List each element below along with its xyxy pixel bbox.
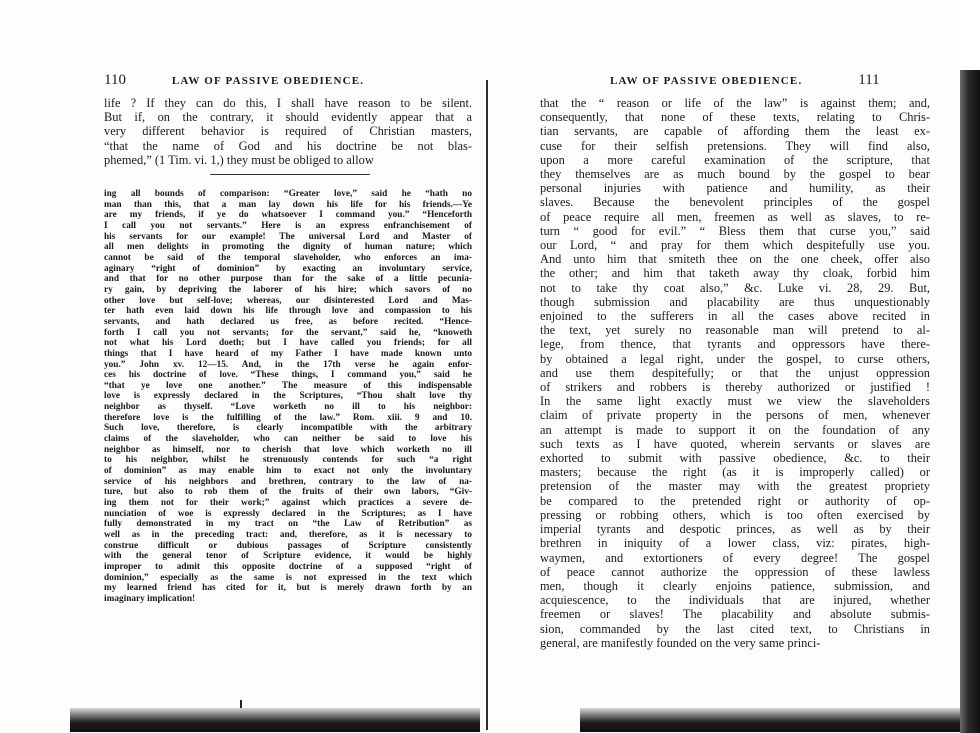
footnote-line: dominion,” especially as the same is not expressed in the text which — [104, 572, 472, 583]
footnote-line: nunciation of woe is expressly declared in the Scriptures; as I have — [104, 508, 472, 519]
right-page-number: 111 — [858, 72, 880, 88]
body-line: pressing or robbing others, which is too often exercised by — [540, 507, 930, 522]
body-line: In the same light exactly must we view the slaveholders — [540, 394, 930, 409]
gutter-line — [486, 80, 488, 730]
footnote-line: cannot be said of the temporal slaveholder, who enforces an ima- — [104, 252, 472, 263]
left-page-header — [104, 72, 364, 89]
footnote-line: imaginary implication! — [104, 593, 196, 604]
footnote-line: my learned friend has cited for it, but is merely drawn forth by an — [104, 583, 472, 594]
footnote-line: therefore love is the fulfilling of the law.” Rom. xiii. 9 and 10. — [104, 412, 472, 423]
body-line: masters; because the right (as it is improperly called) or — [540, 465, 930, 480]
right-body-text — [540, 96, 930, 650]
body-line: the text, yet surely no reasonable man will pretend to al- — [540, 323, 930, 338]
body-line: life ? If they can do this, I shall have reason to be silent. — [104, 96, 472, 110]
body-line: brethren in iniquity of a lower class, viz: pirates, high- — [540, 536, 930, 551]
body-line: imperial tyrants and despotic princes, as well as by their — [540, 522, 930, 537]
body-line: very different behavior is required of Christian masters, — [104, 124, 472, 139]
body-line: the other; and him that taketh away thy cloak, forbid him — [540, 266, 930, 281]
footnote-line: with the general tenor of Scripture evidence, it would be highly — [104, 551, 472, 562]
body-line: by obtained a legal right, under the gospel, to curse others, — [540, 351, 930, 366]
right-page-bottom-edge — [580, 708, 960, 732]
footnote-rule — [210, 174, 370, 175]
body-line: freemen or slaves! The placability and absolute submis- — [540, 607, 930, 622]
body-line: exhorted to submit with passive obedience, &c. to their — [540, 451, 930, 466]
body-line: sion, commanded by the last cited text, to Christians in — [540, 621, 930, 636]
left-running-head: LAW OF PASSIVE OBEDIENCE. — [171, 75, 365, 87]
body-line: cuse for their selfish pretensions. They will find also, — [540, 138, 930, 153]
body-line: personal injuries with patience and humility, as their — [540, 181, 930, 196]
footnote-line: ter hath even laid down his life through love and compassion to his — [104, 306, 472, 317]
body-line: though submission and placability are thus unquestionably — [540, 294, 930, 309]
body-line: men, though it clearly enjoins patience, submission, and — [540, 578, 930, 593]
body-line: “that the name of God and his doctrine be not blas- — [104, 138, 472, 153]
body-line: not to take thy coat also,” &c. Luke vi. 28, 29. But, — [540, 280, 930, 295]
body-line: consequently, that none of these texts, relating to Chris- — [540, 110, 930, 125]
body-line: tian servants, are capable of affording them the least ex- — [540, 124, 930, 139]
footnote-line: ing them not for their work;” against which practices a severe de- — [104, 498, 472, 509]
left-page-number: 110 — [104, 72, 126, 88]
left-page-bottom-edge — [70, 708, 480, 732]
right-running-head: LAW OF PASSIVE OBEDIENCE. — [610, 75, 803, 87]
footnote-line: forth I call you not servants; for the servant,” said he, “knoweth — [104, 327, 472, 338]
footnote-line: not what his Lord doeth; but I have called you friends; for all — [104, 338, 472, 349]
footnote-line: well as in the preceding tract: and, therefore, as it is necessary to — [104, 530, 472, 540]
body-line: turn “ good for evil.” “ Bless them that curse you,” said — [540, 223, 930, 238]
footnote-line: Such love, therefore, is clearly incompatible with the arbitrary — [104, 423, 472, 434]
body-line: of strikers and robbers is thereby authorized or justified ! — [540, 380, 930, 395]
left-footnote — [104, 189, 472, 605]
body-line: slaves. Because the benevolent principles of the gospel — [540, 195, 930, 210]
footnote-line: neighbor as himself, nor to cherish that love which worketh no ill — [104, 444, 472, 455]
footnote-line: aginary “right of dominion” by exacting an involuntary service, — [104, 263, 472, 274]
left-body-text — [104, 96, 472, 167]
footnote-line: ture, but also to rob them of the fruits of their own labors, “Giv- — [104, 487, 472, 498]
footnote-line: you.” John xv. 12—15. And, in the 17th verse he again enfor- — [104, 359, 472, 370]
footnote-line: I call you not servants.” Here is an express enfranchisement of — [104, 220, 472, 231]
footnote-line: all men delights in promoting the dignity of human nature; which — [104, 242, 472, 253]
footnote-line: ing all bounds of comparison: “Greater love,” said he “hath no — [104, 189, 472, 199]
footnote-line: construe difficult or dubious passages of Scripture consistently — [104, 540, 472, 551]
footnote-line: to his neighbor, whilst he strenuously contends for such “a right — [104, 455, 472, 466]
footnote-line: service of his neighbors and brethren, contrary to the law of na- — [104, 476, 472, 487]
footnote-line: and that for no other purpose than for the sake of a little pecunia- — [104, 274, 472, 285]
body-line: they themselves are as much bound by the gospel to bear — [540, 167, 930, 182]
body-line: our Lord, “ and pray for them which despitefully use you. — [540, 238, 930, 253]
body-line: And unto him that smiteth thee on the one cheek, offer also — [540, 252, 930, 267]
body-line: waymen, and extortioners of every degree! The gospel — [540, 550, 930, 565]
body-line: general, are manifestly founded on the very same princi- — [540, 635, 821, 650]
footnote-line: other love but self-love; whereas, our disinterested Lord and Mas- — [104, 295, 472, 306]
footnote-line: ry gain, by depriving the laborer of his hire; which savors of no — [104, 284, 472, 295]
body-line: of peace cannot authorize the oppression of these lawless — [540, 564, 930, 579]
body-line: lege, from thence, that tyrants and oppressors have there- — [540, 337, 930, 352]
right-page-header — [610, 72, 880, 89]
body-line: an attempt is made to support it on the foundation of any — [540, 422, 930, 437]
footnote-line: of dominion” as may enable him to exact not only the involuntary — [104, 466, 472, 477]
footnote-line: servants, and hath declared us free, as before recited. “Hence- — [104, 316, 472, 327]
book-edge — [960, 70, 980, 733]
body-line: claim of private property in the persons of men, whenever — [540, 408, 930, 423]
footnote-line: neighbor as thyself. “Love worketh no ill to his neighbor: — [104, 402, 472, 413]
body-line: be compared to the pretended right or authority of op- — [540, 493, 930, 508]
footnote-line: man than this, that a man lay down his life for his friends.—Ye — [104, 199, 472, 210]
body-line: enjoined to the sufferers in all the cases above recited in — [540, 309, 930, 324]
body-line: of peace require all men, freemen as well as slaves, to re- — [540, 209, 930, 224]
footnote-line: improper to admit this opposite doctrine of a supposed “right of — [104, 561, 472, 572]
body-line: acquiescence, to the individuals that are injured, whether — [540, 593, 930, 608]
body-line: and use them despitefully; or that the unjust oppression — [540, 365, 930, 380]
footnote-line: “that ye love one another.” The measure of this indispensable — [104, 380, 472, 391]
body-line: upon a more careful examination of the scripture, that — [540, 152, 930, 167]
footnote-line: things that I have heard of my Father I have made known unto — [104, 348, 472, 359]
footnote-line: are my friends, if ye do whatsoever I command you.” “Henceforth — [104, 210, 472, 221]
footnote-line: his servants for our example! The universal Lord and Master of — [104, 231, 472, 242]
footnote-line: fully demonstrated in my tract on “the Law of Retribution” as — [104, 519, 472, 530]
body-line: pretension of the master may with the greatest propriety — [540, 479, 930, 494]
footnote-line: ces his doctrine of love. “These things, I command you,” said he — [104, 370, 472, 381]
body-line: But if, on the contrary, it should evidently appear that a — [104, 110, 472, 125]
body-line: that the “ reason or life of the law” is against them; and, — [540, 96, 930, 110]
footnote-line: claims of the slaveholder, who can neither be said to love his — [104, 434, 472, 445]
body-line: phemed,” (1 Tim. vi. 1,) they must be obliged to allow — [104, 152, 374, 167]
footnote-line: love is expressly declared in the Scriptures, “Thou shalt love thy — [104, 391, 472, 402]
body-line: such texts as I have quoted, wherein servants or slaves are — [540, 436, 930, 451]
right-page — [490, 0, 960, 733]
